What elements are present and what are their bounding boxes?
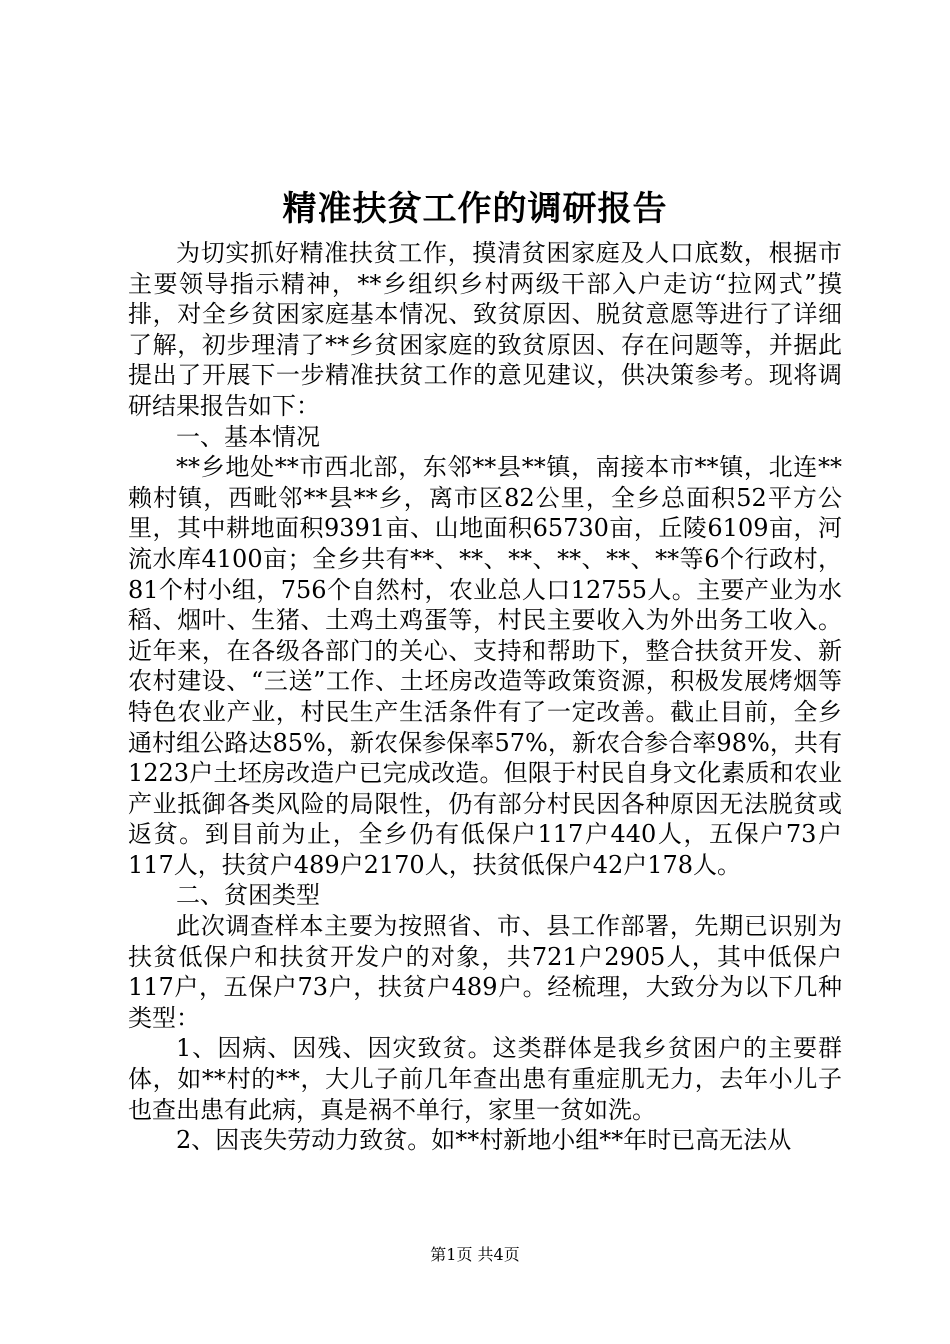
section-heading-basic: 一、基本情况	[176, 422, 320, 451]
page-footer: 第1页 共4页	[430, 1245, 520, 1264]
intro-paragraph: 为切实抓好精准扶贫工作，摸清贫困家庭及人口底数，根据市主要领导指示精神，**乡组织乡村两级干部入户走访“拉网式”摸排，对全乡贫困家庭基本情况、致贫原因、脱贫意愿等进行了详细了解，初步理清了**乡贫困家庭的致贫原因、存在问题等，并据此提出了开展下一步精准扶贫工作的意见建议，供决策参考。现将调研结果报告如下：	[128, 239, 842, 420]
survey-sample-paragraph: 此次调查样本主要为按照省、市、县工作部署，先期已识别为扶贫低保户和扶贫开发户的对象，共721户2905人，其中低保户117户，五保户73户，扶贫户489户。经梳理，大致分为以下几种类型：	[128, 912, 842, 1032]
section-heading-poverty-types: 二、贫困类型	[176, 881, 320, 910]
type-2-paragraph: 2、因丧失劳动力致贫。如**村新地小组**年时已高无法从	[176, 1126, 792, 1155]
document-title: 精准扶贫工作的调研报告	[282, 189, 668, 229]
type-1-paragraph: 1、因病、因残、因灾致贫。这类群体是我乡贫困户的主要群体，如**村的**，大儿子前几年查出患有重症肌无力，去年小儿子也查出患有此病，真是祸不单行，家里一贫如洗。	[128, 1034, 842, 1124]
document-body	[128, 238, 842, 1156]
basic-info-paragraph: **乡地处**市西北部，东邻**县**镇，南接本市**镇，北连**赖村镇，西毗邻**县**乡，离市区82公里，全乡总面积52平方公里，其中耕地面积9391亩、山地面积65730亩，丘陵6109亩，河流水库4100亩；全乡共有**、**、**、**、**、**等6个行政村，81个村小组，756个自然村，农业总人口12755人。主要产业为水稻、烟叶、生猪、土鸡土鸡蛋等，村民主要收入为外出务工收入。近年来，在各级各部门的关心、支持和帮助下，整合扶贫开发、新农村建设、“三送”工作、土坯房改造等政策资源，积极发展烤烟等特色农业产业，村民生产生活条件有了一定改善。截止目前，全乡通村组公路达85%，新农保参保率57%，新农合参合率98%，共有1223户土坯房改造户已完成改造。但限于村民自身文化素质和农业产业抵御各类风险的局限性，仍有部分村民因各种原因无法脱贫或返贫。到目前为止，全乡仍有低保户117户440人，五保户73户117人，扶贫户489户2170人，扶贫低保户42户178人。	[128, 453, 842, 879]
